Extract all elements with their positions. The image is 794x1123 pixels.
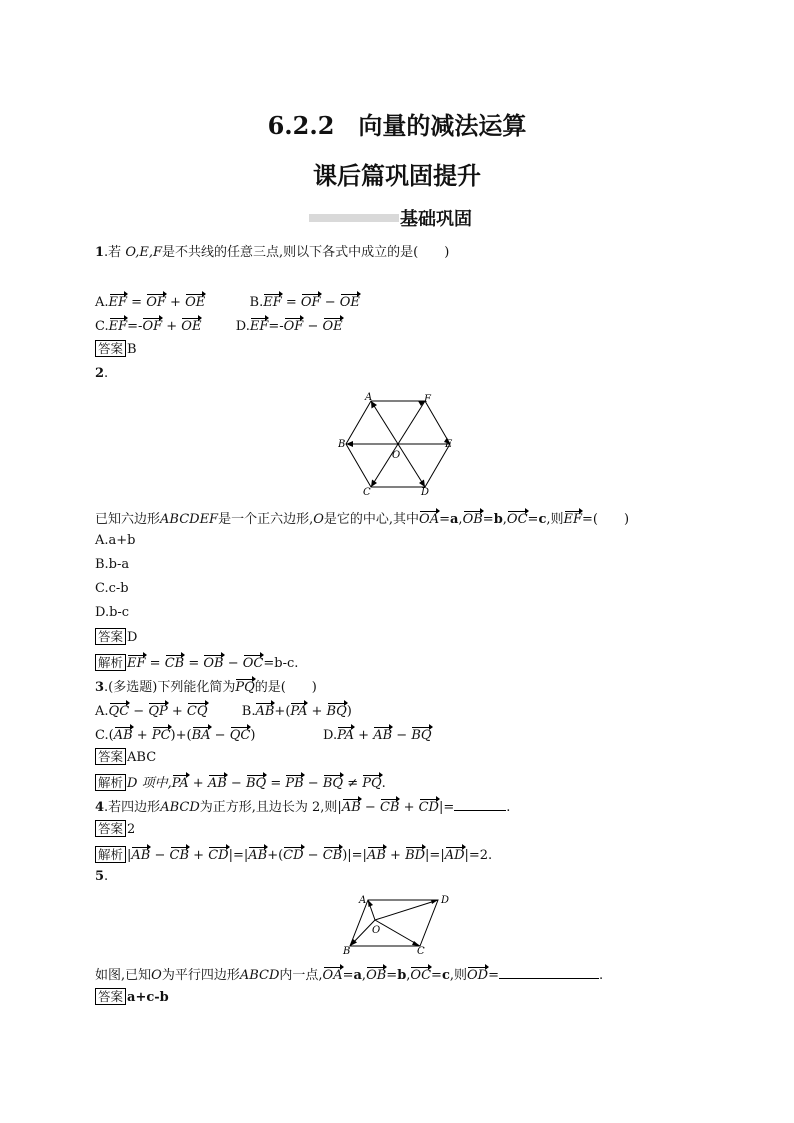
q5-blank[interactable] (499, 966, 599, 979)
q3-options-row1 (95, 701, 352, 720)
q1-option-b: B.EF = OF − OE (250, 295, 360, 310)
arrow-ed (419, 480, 425, 488)
q2-option-d: D.b-c (95, 605, 130, 620)
q1-option-d: D.EF=-OF − OE (236, 319, 343, 334)
label-c: C (363, 487, 371, 498)
q5-number-line: 5. (95, 869, 109, 884)
q1-option-a: A.EF = OF + OE (95, 295, 205, 310)
arrow-oc (371, 480, 377, 488)
q5-answer: 答案 a+c-b (95, 989, 169, 1006)
parallelogram-outline (350, 900, 438, 946)
q3-option-a: A.QC − QP + CQ (95, 704, 208, 719)
q3-option-c: C.(AB + PC)+(BA − QC) (95, 725, 255, 744)
label-o: O (392, 450, 401, 461)
q2-option-b: B.b-a (95, 557, 130, 572)
q3-option-d: D.PA + AB − BQ (323, 725, 432, 744)
q1-options-row1 (95, 292, 360, 311)
label-d: D (441, 895, 450, 906)
hexagon-figure (338, 390, 462, 500)
q1-stem-pre: .若 (104, 245, 126, 260)
label-e: E (445, 439, 453, 450)
arrow-a (368, 900, 373, 907)
label-c: C (417, 946, 425, 957)
q1-answer-value: B (127, 342, 137, 357)
page-subtitle: 课后篇巩固提升 (313, 161, 481, 190)
section-label: 基础巩固 (400, 209, 472, 230)
q1-options-row2 (95, 316, 343, 335)
q2-number-line: 2. (95, 366, 109, 381)
q4-blank[interactable] (454, 798, 506, 811)
q3-analysis: 解析 D 项中,PA + AB − BQ = PB − BQ ≠ PQ. (95, 773, 386, 792)
q4-analysis: 解析 |AB − CB + CD|=|AB+(CD − CB)|=|AB + BD|=|AD|=2. (95, 845, 492, 864)
section-bar (309, 214, 399, 222)
q2-stem: 已知六边形ABCDEF是一个正六边形,O是它的中心,其中OA=a,OB=b,OC=c,则EF=( ) (95, 509, 629, 528)
label-o: O (372, 925, 381, 936)
q3-stem: 3.(多选题)下列能化简为PQ的是( ) (95, 677, 317, 696)
label-b: B (343, 946, 351, 957)
q2-option-a: A.a+b (95, 533, 136, 548)
q1-stem (95, 245, 449, 261)
q4-answer: 答案 2 (95, 821, 135, 838)
label-a: A (359, 895, 367, 906)
q2-analysis: 解析 EF = CB = OB − OC=b-c. (95, 653, 298, 672)
page-title: 6.2.2 向量的减法运算 (267, 111, 527, 140)
seg-od (375, 900, 438, 920)
label-d: D (421, 487, 430, 498)
q4-stem: 4.若四边形ABCD为正方形,且边长为 2,则|AB − CB + CD|= . (95, 797, 510, 816)
seg-oc (375, 920, 420, 946)
q2-number: 2 (95, 366, 105, 381)
q2-answer: 答案 D (95, 629, 137, 646)
parallelogram-figure (338, 890, 458, 958)
q1-number: 1 (95, 245, 105, 260)
label-f: F (424, 394, 431, 405)
label-a: A (365, 392, 373, 403)
q5-stem: 如图,已知O为平行四边形ABCD内一点,OA=a,OB=b,OC=c,则OD= . (95, 965, 603, 984)
q2-option-c: C.c-b (95, 581, 129, 596)
q1-answer (95, 341, 137, 358)
q3-option-b: B.AB+(PA + BQ) (242, 704, 352, 719)
q1-stem-vars: O,E,F (125, 245, 162, 260)
answer-tag: 答案 (95, 340, 126, 357)
q3-answer: 答案 ABC (95, 749, 156, 766)
q1-stem-post: 是不共线的任意三点,则以下各式中成立的是( ) (161, 245, 450, 260)
label-b: B (338, 439, 346, 450)
q1-option-c: C.EF=-OF + OE (95, 319, 201, 334)
